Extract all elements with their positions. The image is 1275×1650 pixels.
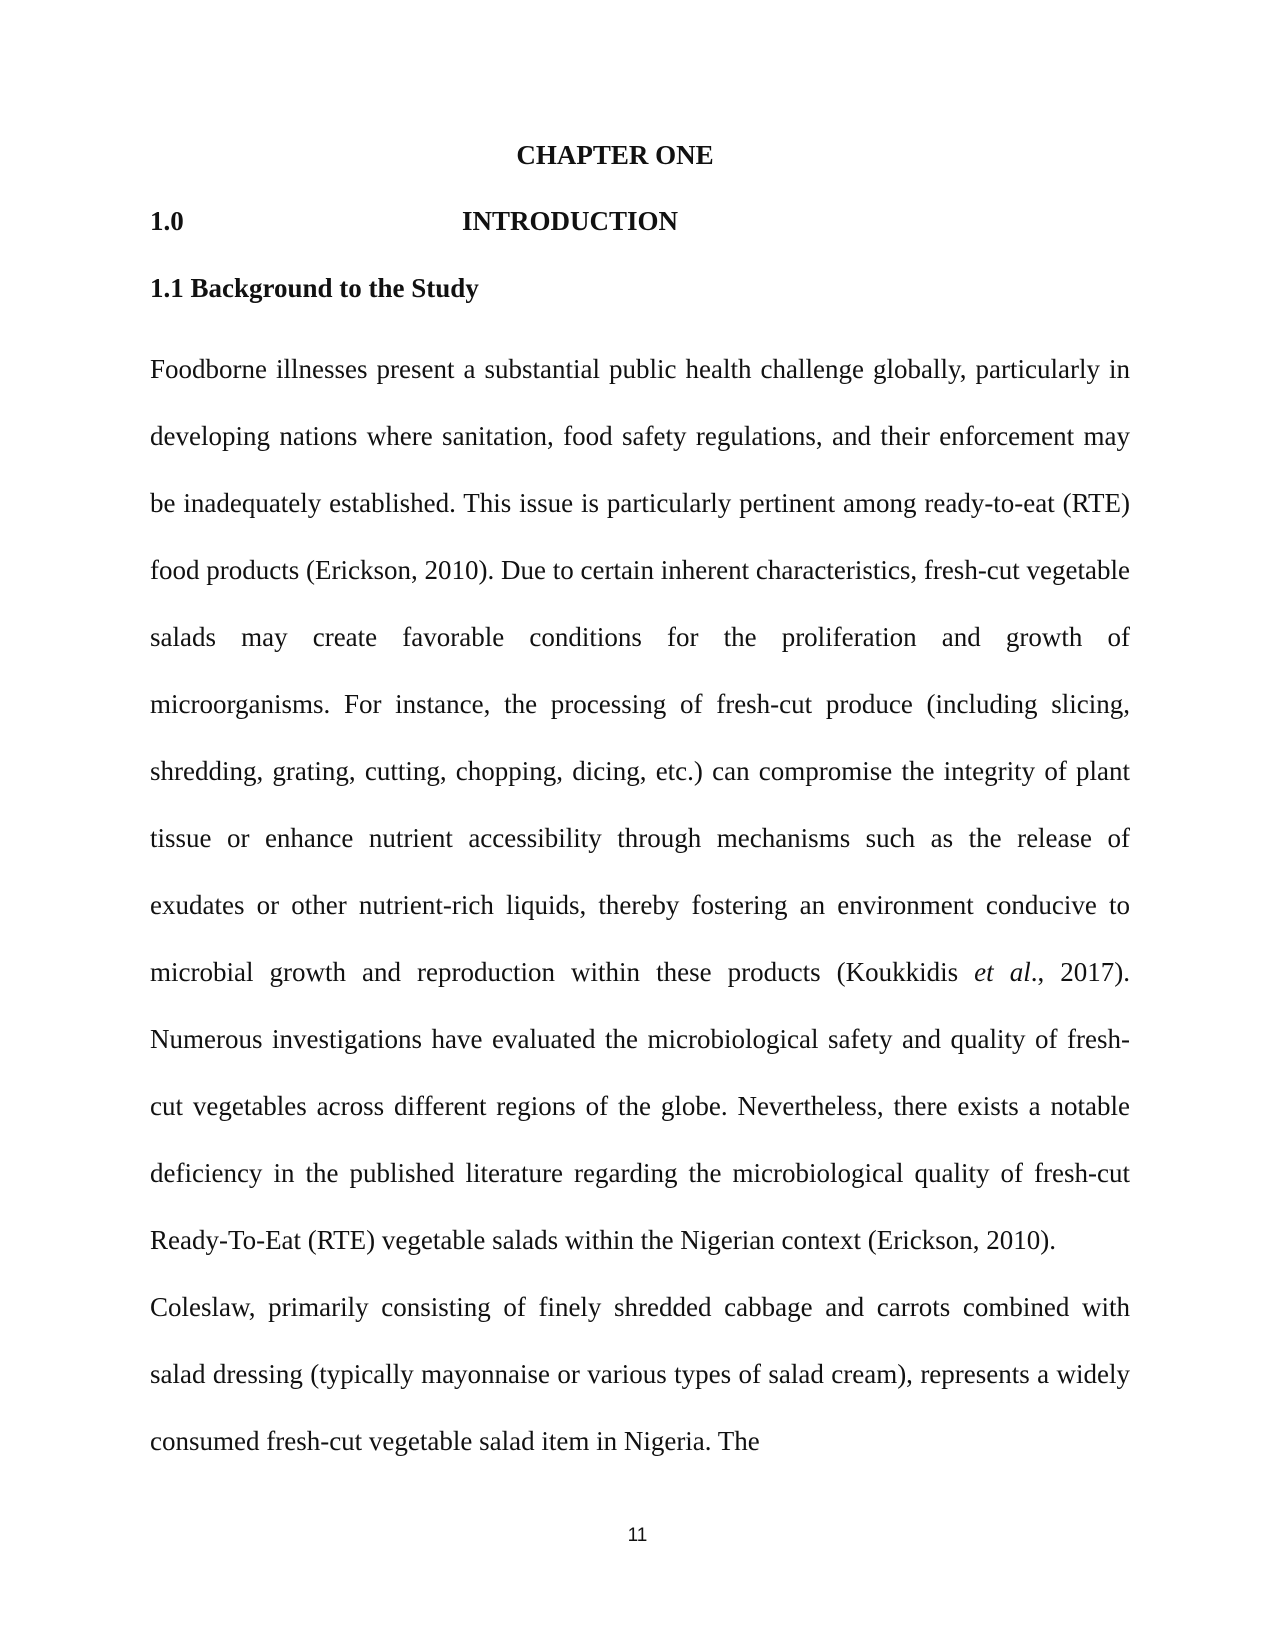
paragraph-1-text-end: ., 2017). Numerous investigations have evaluated the microbiological safety and quality of fresh-cut vegetables across different regions of the globe. Nevertheless, there exists a notable deficiency in the published literature regarding the microbiological quality of fresh-cut Ready-To-Eat (RTE) vegetable salads within the Nigerian context (Erickson, 2010). — [150, 957, 1130, 1255]
body-text — [150, 336, 1130, 1475]
citation-et-al: et al — [974, 957, 1031, 987]
subsection-heading: 1.1 Background to the Study — [150, 273, 479, 303]
section-title: INTRODUCTION — [462, 206, 679, 236]
page-number: 11 — [627, 1525, 648, 1546]
paragraph-1 — [150, 336, 1130, 1274]
section-number: 1.0 — [150, 206, 184, 236]
paragraph-1-text-start: Foodborne illnesses present a substantial public health challenge globally, particularly in developing nations where sanitation, food safety regulations, and their enforcement may be inadequately established. This issue is particularly pertinent among ready-to-eat (RTE) food products (Erickson, 2010). Due to certain inherent characteristics, fresh-cut vegetable salads may create favorable conditions for the proliferation and growth of microorganisms. For instance, the processing of fresh-cut produce (including slicing, shredding, grating, cutting, chopping, dicing, etc.) can compromise the integrity of plant tissue or enhance nutrient accessibility through mechanisms such as the release of exudates or other nutrient-rich liquids, thereby fostering an environment conducive to microbial growth and reproduction within these products (Koukkidis — [150, 354, 1130, 987]
chapter-title: CHAPTER ONE — [516, 140, 714, 170]
paragraph-2: Coleslaw, primarily consisting of finely shredded cabbage and carrots combined with salad dressing (typically mayonnaise or various types of salad cream), represents a widely consumed fresh-cut vegetable salad item in Nigeria. The — [150, 1292, 1130, 1456]
